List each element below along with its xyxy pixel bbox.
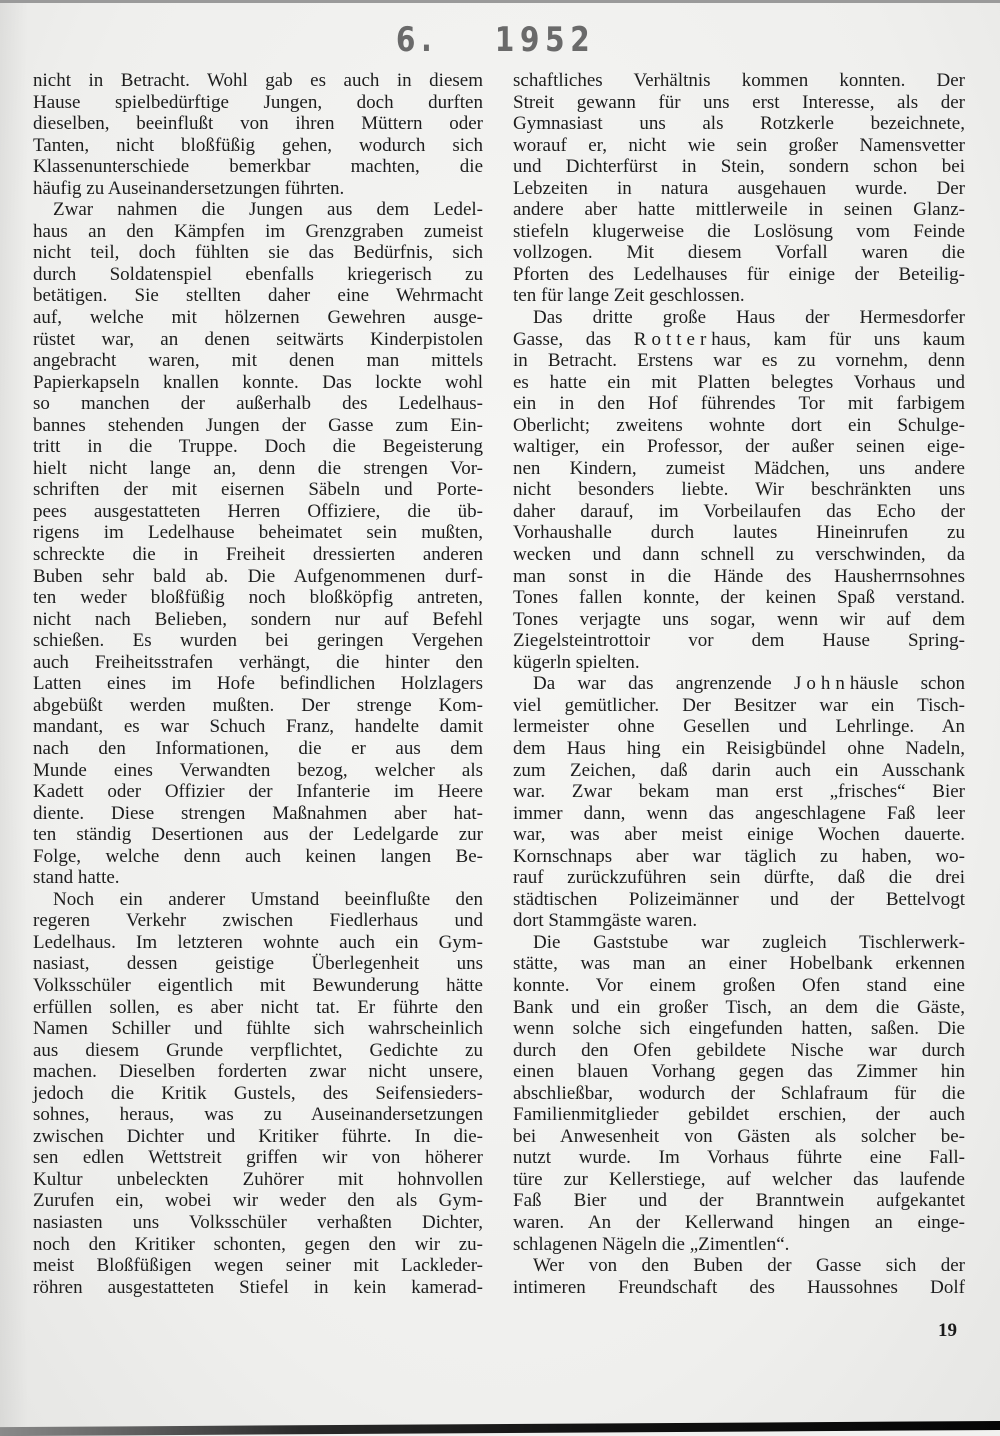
text-line: Zwar nahmen die Jungen aus dem Ledel- bbox=[53, 199, 483, 221]
text-line: diente. Diese strengen Maßnahmen aber hat- bbox=[33, 802, 483, 824]
text-line: Tones verjagte uns sogar, wenn wir auf dem bbox=[513, 608, 965, 630]
text-line: Zurufen ein, wobei wir weder den als Gym- bbox=[33, 1190, 483, 1212]
text-line: durch Soldatenspiel ebenfalls kriegerisch zu bbox=[33, 263, 483, 285]
text-line: schlagenen Nägeln die „Zimentlen“. bbox=[513, 1233, 790, 1255]
text-line: man sonst in die Hände des Hausherrnsohnes bbox=[513, 565, 965, 587]
text-line: noch den Kritiker schonten, gegen den wir zu- bbox=[33, 1233, 483, 1255]
text-line: andere aber hatte mittlerweile in seinen Glanz- bbox=[513, 199, 965, 221]
text-line: einen blauen Vorhang gegen das Zimmer hin bbox=[513, 1061, 965, 1083]
text-line: worauf er, nicht wie sein großer Namensvetter bbox=[513, 134, 965, 156]
text-line: dort Stammgäste waren. bbox=[513, 910, 698, 932]
page-top-edge bbox=[0, 0, 1000, 3]
text-line: Kadett oder Offizier der Infanterie im Heere bbox=[33, 781, 483, 803]
text-line: Die Gaststube war zugleich Tischlerwerk- bbox=[533, 931, 965, 953]
text-line: nach den Informationen, die er aus dem bbox=[33, 737, 483, 759]
text-line: nicht nach Belieben, sondern nur auf Befehl bbox=[33, 608, 483, 630]
text-line: schriften der mit eisernen Säbeln und Porte- bbox=[33, 479, 483, 501]
text-line: Gymnasiast uns als Rotzkerle bezeichnete, bbox=[513, 113, 965, 135]
text-line: Vorhaushalle durch lautes Hineinrufen zu bbox=[513, 522, 965, 544]
page-bottom-edge bbox=[0, 1421, 1000, 1436]
text-line: haus an den Kämpfen im Grenzgraben zumeist bbox=[33, 220, 483, 242]
text-line: auf, welche mit hölzernen Gewehren ausge- bbox=[33, 307, 483, 329]
right-text-column bbox=[513, 70, 965, 1298]
stamp-year: 1952 bbox=[494, 20, 596, 60]
text-line: vollzogen. Mit diesem Vorfall waren die bbox=[513, 242, 965, 264]
text-line bbox=[513, 329, 965, 351]
left-text-column bbox=[33, 70, 483, 1298]
text-segment: haus, kam für uns kaum bbox=[711, 328, 965, 350]
text-line: viel gemütlicher. Der Besitzer war ein Tisch- bbox=[513, 694, 965, 716]
text-line: Faß Bier und der Branntwein aufgekantet bbox=[513, 1190, 965, 1212]
text-line: konnte. Vor einem großen Ofen stand eine bbox=[513, 974, 965, 996]
text-line: ten für lange Zeit geschlossen. bbox=[513, 285, 745, 307]
text-line: nutzt wurde. Im Vorhaus führte eine Fall- bbox=[513, 1147, 965, 1169]
text-line: schaftliches Verhältnis kommen konnten. Der bbox=[513, 70, 965, 91]
text-line: hielt nicht lange an, denn die strengen Vor- bbox=[33, 457, 483, 479]
text-line: rüstet war, an denen seitwärts Kinderpistolen bbox=[33, 328, 483, 350]
text-line: meist Bloßfüßigen wegen seiner mit Lackleder- bbox=[33, 1255, 483, 1277]
text-line: Tones fallen konnte, der keinen Spaß verstand. bbox=[513, 587, 965, 609]
text-line: und Dichterfürst in Stein, sondern schon bei bbox=[513, 156, 965, 178]
text-line: Pforten des Ledelhauses für einige der Beteilig- bbox=[513, 263, 965, 285]
text-line: erfüllen sollen, es aber nicht tat. Er führte den bbox=[33, 996, 483, 1018]
text-line: abschließbar, wodurch der Schlafraum für die bbox=[513, 1082, 965, 1104]
letterspaced-name: Rotter bbox=[633, 328, 712, 350]
text-line: Volksschüler eigentlich mit Bewunderung hätte bbox=[33, 974, 483, 996]
text-line: Munde eines Verwandten bezog, welcher als bbox=[33, 759, 483, 781]
text-line: röhren ausgestatteten Stiefel in kein kamerad- bbox=[33, 1276, 483, 1298]
text-line: pees ausgestatteten Herren Offiziere, die üb- bbox=[33, 500, 483, 522]
text-line: aus diesem Grunde verpflichtet, Gedichte zu bbox=[33, 1039, 483, 1061]
text-line: nen Kindern, zumeist Mädchen, uns andere bbox=[513, 457, 965, 479]
text-line: schreckte die in Freiheit dressierten anderen bbox=[33, 544, 483, 566]
text-line: türe zur Kellerstiege, auf welcher das laufende bbox=[513, 1168, 965, 1190]
letterspaced-name: John bbox=[793, 673, 850, 695]
text-line: lermeister ohne Gesellen und Lehrlinge. An bbox=[513, 716, 965, 738]
stamp-day: 6 bbox=[396, 20, 422, 60]
text-line: stätte, was man an einer Hobelbank erkennen bbox=[513, 953, 965, 975]
date-stamp bbox=[396, 20, 595, 60]
text-line: war, was aber meist einige Wochen dauerte. bbox=[513, 824, 965, 846]
text-line: bannes stehenden Jungen der Gasse zum Ein- bbox=[33, 414, 483, 436]
text-line bbox=[513, 673, 965, 695]
text-line: Ziegelsteintrottoir vor dem Hause Spring- bbox=[513, 630, 965, 652]
text-line: jedoch die Kritik Gustels, des Seifensieders- bbox=[33, 1082, 483, 1104]
text-line: kügerln spielten. bbox=[513, 651, 640, 673]
text-line: machen. Dieselben forderten zwar nicht unsere, bbox=[33, 1061, 483, 1083]
text-line: Oberlicht; zweitens wohnte dort ein Schulge- bbox=[513, 414, 965, 436]
text-line: waren. An der Kellerwand hingen an einge- bbox=[513, 1211, 965, 1233]
text-line: in Betracht. Erstens war es zu vornehm, denn bbox=[513, 350, 965, 372]
text-line: durch den Ofen gebildete Nische war durch bbox=[513, 1039, 965, 1061]
text-line: zum Zeichen, daß darin auch ein Ausschank bbox=[513, 759, 965, 781]
text-line: Noch ein anderer Umstand beeinflußte den bbox=[53, 888, 483, 910]
text-line: mandant, es war Schuch Franz, handelte damit bbox=[33, 716, 483, 738]
text-line: nasiasten uns Volksschüler verhaßten Dichter, bbox=[33, 1211, 483, 1233]
text-line: immer dann, wenn das angeschlagene Faß leer bbox=[513, 802, 965, 824]
text-line: stand hatte. bbox=[33, 867, 120, 889]
text-line: wenn solche sich eingefunden hatten, saßen. Die bbox=[513, 1018, 965, 1040]
text-line: dem Haus hing ein Reisigbündel ohne Nadeln, bbox=[513, 737, 965, 759]
text-line: betätigen. Sie stellten daher eine Wehrmacht bbox=[33, 285, 483, 307]
text-line: Familienmitglieder gebildet erschien, der auch bbox=[513, 1104, 965, 1126]
page-number: 19 bbox=[938, 1320, 957, 1341]
text-line: rauf zurückzuführen sein dürfte, daß die drei bbox=[513, 867, 965, 889]
text-line: tritt in die Truppe. Doch die Begeisterung bbox=[33, 436, 483, 458]
text-line: Klassenunterschiede bemerkbar machten, die bbox=[33, 156, 483, 178]
text-line: war. Zwar bekam man erst „frisches“ Bier bbox=[513, 781, 965, 803]
text-line: Papierkapseln knallen konnte. Das lockte wohl bbox=[33, 371, 483, 393]
text-line: auch Freiheitsstrafen verhängt, die hinter den bbox=[33, 651, 483, 673]
text-line: Tanten, nicht bloßfüßig gehen, wodurch sich bbox=[33, 134, 483, 156]
text-line: häufig zu Auseinandersetzungen führten. bbox=[33, 177, 345, 199]
text-line: rigens im Ledelhause beheimatet sein mußten, bbox=[33, 522, 483, 544]
text-line: stiefeln klugerweise die Loslösung vom Feinde bbox=[513, 220, 965, 242]
text-line: Bank und ein großer Tisch, an dem die Gäste, bbox=[513, 996, 965, 1018]
text-segment: häusle schon bbox=[849, 673, 965, 695]
text-line: abgebüßt werden mußten. Der strenge Kom- bbox=[33, 694, 483, 716]
text-line: zwischen Dichter und Kritiker führte. In die- bbox=[33, 1125, 483, 1147]
text-line: städtischen Polizeimänner und der Bettelvogt bbox=[513, 888, 965, 910]
text-line: ein in den Hof führendes Tor mit farbigem bbox=[513, 393, 965, 415]
text-line: sohnes, heraus, was zu Auseinandersetzungen bbox=[33, 1104, 483, 1126]
text-segment: Gasse, das bbox=[513, 328, 634, 350]
text-line: regeren Verkehr zwischen Fiedlerhaus und bbox=[33, 910, 483, 932]
text-line: sen edlen Wettstreit griffen wir von höherer bbox=[33, 1147, 483, 1169]
text-line: Lebzeiten in natura ausgehauen wurde. Der bbox=[513, 177, 965, 199]
text-line: Kornschnaps aber war täglich zu haben, wo- bbox=[513, 845, 965, 867]
text-line: waltiger, ein Professor, der außer seinen eige- bbox=[513, 436, 965, 458]
text-line: Folge, welche denn auch keinen langen Be- bbox=[33, 845, 483, 867]
text-line: so manchen der außerhalb des Ledelhaus- bbox=[33, 393, 483, 415]
text-line: daher darauf, im Vorbeilaufen das Echo der bbox=[513, 500, 965, 522]
text-line: wecken und dann schnell zu verschwinden, da bbox=[513, 544, 965, 566]
text-line: Latten eines im Hofe befindlichen Holzlagers bbox=[33, 673, 483, 695]
text-line: ten weder bloßfüßig noch bloßköpfig antreten, bbox=[33, 587, 483, 609]
text-line: Namen Schiller und fühlte sich wahrscheinlich bbox=[33, 1018, 483, 1040]
text-line: bei Anwesenheit von Gästen als solcher be- bbox=[513, 1125, 965, 1147]
text-line: Kultur unbeleckten Zuhörer mit hohnvollen bbox=[33, 1168, 483, 1190]
text-line: Buben sehr bald ab. Die Aufgenommenen durf- bbox=[33, 565, 483, 587]
text-line: Ledelhaus. Im letzteren wohnte auch ein Gym- bbox=[33, 931, 483, 953]
text-line: ten ständig Desertionen aus der Ledelgarde zur bbox=[33, 824, 483, 846]
text-line: dieselben, beeinflußt von ihren Müttern oder bbox=[33, 113, 483, 135]
text-line: Wer von den Buben der Gasse sich der bbox=[533, 1255, 965, 1277]
text-line: nicht besonders liebte. Wir beschränkten uns bbox=[513, 479, 965, 501]
text-line: Das dritte große Haus der Hermesdorfer bbox=[533, 307, 965, 329]
binding-shadow bbox=[0, 0, 28, 1430]
stamp-separator: . bbox=[421, 20, 438, 60]
text-line: nasiast, dessen geistige Überlegenheit uns bbox=[33, 953, 483, 975]
text-line: angebracht waren, mit denen man mittels bbox=[33, 350, 483, 372]
text-line: Hause spielbedürftige Jungen, doch durften bbox=[33, 91, 483, 113]
text-line: Streit gewann für uns erst Interesse, als der bbox=[513, 91, 965, 113]
text-line: nicht in Betracht. Wohl gab es auch in diesem bbox=[33, 70, 483, 91]
text-line: intimeren Freundschaft des Haussohnes Dolf bbox=[513, 1276, 965, 1298]
text-line: schießen. Es wurden bei geringen Vergehen bbox=[33, 630, 483, 652]
text-segment: Da war das angrenzende bbox=[533, 673, 794, 695]
text-line: nicht teil, doch fühlten sie das Bedürfnis, sich bbox=[33, 242, 483, 264]
text-line: es hatte ein mit Platten belegtes Vorhaus und bbox=[513, 371, 965, 393]
